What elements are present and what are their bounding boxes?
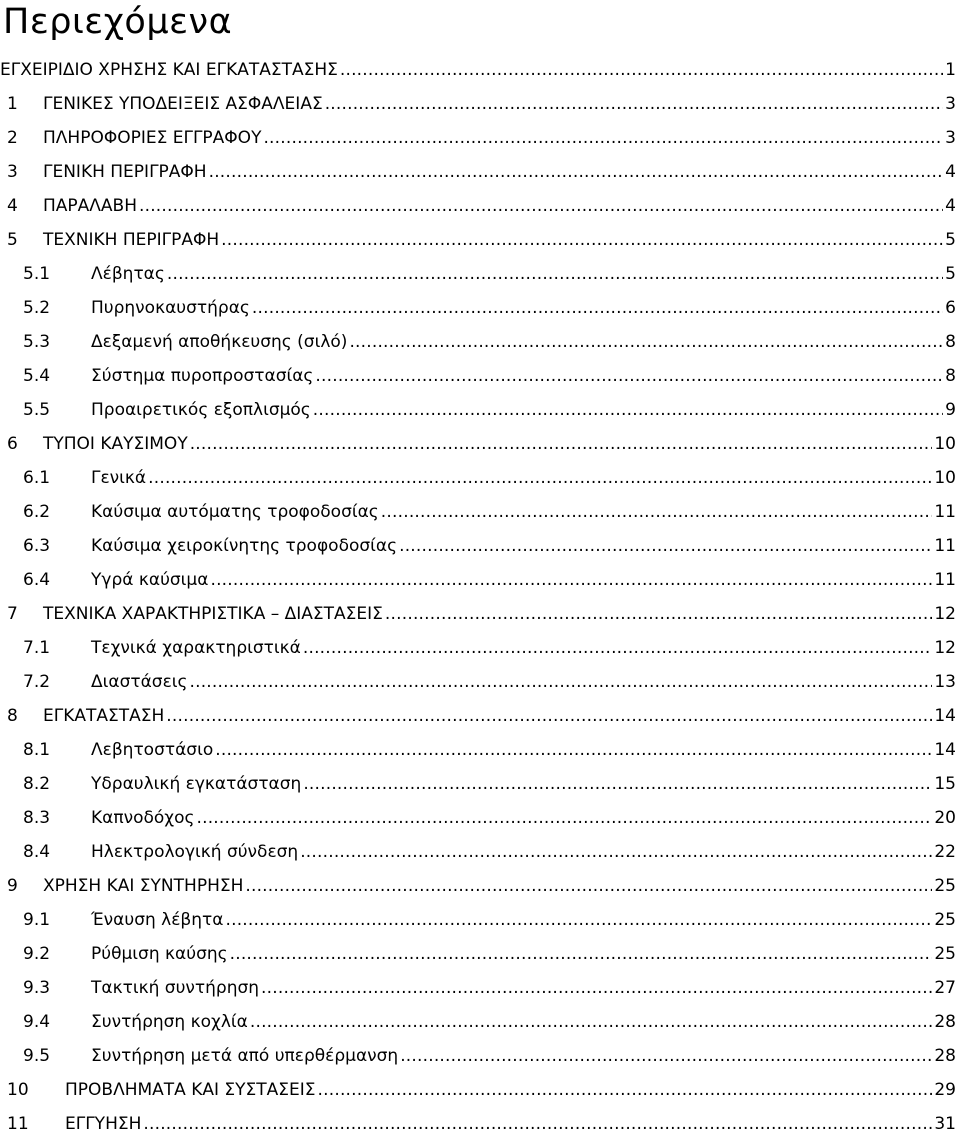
toc-entry[interactable] [0, 631, 960, 665]
toc-entry[interactable] [0, 529, 960, 563]
toc-entry-page-number: 14 [934, 706, 956, 726]
toc-entry-label: ΕΓΧΕΙΡΙΔΙΟ ΧΡΗΣΗΣ ΚΑΙ ΕΓΚΑΤΑΣΤΑΣΗΣ [0, 60, 338, 80]
toc-entry-label: Συντήρηση κοχλία [91, 1012, 248, 1032]
dot-leader [325, 94, 943, 114]
dot-leader [400, 1046, 932, 1066]
toc-entry-number: 7 [7, 604, 18, 624]
toc-entry-label: ΤΕΧΝΙΚΑ ΧΑΡΑΚΤΗΡΙΣΤΙΚΑ – ΔΙΑΣΤΑΣΕΙΣ [43, 604, 383, 624]
toc-entry-label: ΤΕΧΝΙΚΗ ΠΕΡΙΓΡΑΦΗ [43, 230, 220, 250]
toc-entry[interactable] [0, 155, 960, 189]
dot-leader [313, 400, 943, 420]
toc-entry[interactable] [0, 325, 960, 359]
toc-entry[interactable] [0, 1073, 960, 1107]
toc-entry-number: 9.2 [23, 944, 51, 964]
toc-entry-number: 5.3 [23, 332, 51, 352]
toc-entry-label: Καύσιμα αυτόματης τροφοδοσίας [91, 502, 379, 522]
toc-entry-number: 1 [7, 94, 18, 114]
toc-entry-number: 8.2 [23, 774, 51, 794]
toc-entry-page-number: 11 [934, 502, 956, 522]
page-title: Περιεχόμενα [3, 2, 233, 42]
dot-leader [252, 298, 943, 318]
toc-entry-label: Καπνοδόχος [91, 808, 195, 828]
toc-entry-page-number: 10 [934, 434, 956, 454]
toc-entry-page-number: 28 [934, 1012, 956, 1032]
toc-entry[interactable] [0, 835, 960, 869]
dot-leader [318, 1080, 933, 1100]
toc-entry-label: ΤΥΠΟΙ ΚΑΥΣΙΜΟΥ [43, 434, 188, 454]
toc-entry-label: Ρύθμιση καύσης [91, 944, 228, 964]
toc-entry-page-number: 25 [934, 944, 956, 964]
toc-entry-number: 7.1 [23, 638, 51, 658]
dot-leader [303, 638, 933, 658]
toc-entry-number: 9.1 [23, 910, 51, 930]
toc-entry-page-number: 3 [945, 94, 956, 114]
dot-leader [340, 60, 943, 80]
toc-entry-label: Έναυση λέβητα [91, 910, 224, 930]
toc-entry-number: 5 [7, 230, 18, 250]
toc-entry-label: ΓΕΝΙΚΕΣ ΥΠΟΔΕΙΞΕΙΣ ΑΣΦΑΛΕΙΑΣ [43, 94, 323, 114]
toc-entry-label: Λεβητοστάσιο [91, 740, 214, 760]
toc-entry-page-number: 8 [945, 332, 956, 352]
toc-entry-page-number: 12 [934, 638, 956, 658]
toc-entry-page-number: 29 [934, 1080, 956, 1100]
dot-leader [209, 162, 944, 182]
dot-leader [210, 570, 932, 590]
toc-entry-page-number: 4 [945, 196, 956, 216]
toc-entry-number: 6.3 [23, 536, 51, 556]
toc-entry[interactable] [0, 903, 960, 937]
dot-leader [190, 434, 933, 454]
toc-entry[interactable] [0, 733, 960, 767]
toc-entry[interactable] [0, 937, 960, 971]
dot-leader [349, 332, 943, 352]
table-of-contents [0, 53, 960, 1141]
toc-entry-number: 8.1 [23, 740, 51, 760]
dot-leader [261, 978, 932, 998]
toc-entry-page-number: 28 [934, 1046, 956, 1066]
toc-entry[interactable] [0, 869, 960, 903]
toc-entry[interactable] [0, 121, 960, 155]
toc-entry-number: 6.4 [23, 570, 51, 590]
toc-entry-number: 6.2 [23, 502, 51, 522]
toc-entry-page-number: 4 [945, 162, 956, 182]
toc-entry[interactable] [0, 461, 960, 495]
toc-entry-number: 5.2 [23, 298, 51, 318]
toc-entry-number: 5.1 [23, 264, 51, 284]
dot-leader [221, 230, 943, 250]
toc-entry-label: Τακτική συντήρηση [91, 978, 260, 998]
toc-entry-number: 10 [7, 1080, 29, 1100]
toc-entry[interactable] [0, 87, 960, 121]
toc-entry-number: 8.3 [23, 808, 51, 828]
toc-entry-label: Υγρά καύσιμα [91, 570, 209, 590]
toc-entry-page-number: 20 [934, 808, 956, 828]
toc-entry-label: ΓΕΝΙΚΗ ΠΕΡΙΓΡΑΦΗ [43, 162, 207, 182]
toc-entry[interactable] [0, 1107, 960, 1141]
dot-leader [166, 706, 932, 726]
toc-entry[interactable] [0, 257, 960, 291]
toc-entry-number: 6 [7, 434, 18, 454]
toc-entry-page-number: 27 [934, 978, 956, 998]
dot-leader [230, 944, 933, 964]
toc-entry-page-number: 10 [934, 468, 956, 488]
toc-entry-page-number: 9 [945, 400, 956, 420]
toc-entry-number: 9.4 [23, 1012, 51, 1032]
toc-entry-label: ΠΛΗΡΟΦΟΡΙΕΣ ΕΓΓΡΑΦΟΥ [43, 128, 262, 148]
toc-entry-label: Σύστημα πυροπροστασίας [91, 366, 314, 386]
dot-leader [303, 774, 932, 794]
dot-leader [226, 910, 933, 930]
toc-entry-page-number: 31 [934, 1114, 956, 1134]
toc-entry-page-number: 13 [934, 672, 956, 692]
dot-leader [385, 604, 932, 624]
toc-entry-page-number: 12 [934, 604, 956, 624]
dot-leader [300, 842, 932, 862]
dot-leader [143, 1114, 932, 1134]
toc-entry-number: 8.4 [23, 842, 51, 862]
dot-leader [399, 536, 932, 556]
toc-entry-page-number: 22 [934, 842, 956, 862]
toc-entry-number: 5.5 [23, 400, 51, 420]
toc-entry-number: 9.5 [23, 1046, 51, 1066]
dot-leader [250, 1012, 932, 1032]
toc-entry-label: Συντήρηση μετά από υπερθέρμανση [91, 1046, 399, 1066]
toc-entry-number: 3 [7, 162, 18, 182]
toc-entry[interactable] [0, 1005, 960, 1039]
toc-entry-label: Δεξαμενή αποθήκευσης (σιλό) [91, 332, 348, 352]
toc-entry[interactable] [0, 189, 960, 223]
toc-entry-label: Διαστάσεις [91, 672, 188, 692]
toc-entry-number: 2 [7, 128, 18, 148]
toc-entry-number: 9 [7, 876, 18, 896]
dot-leader [315, 366, 943, 386]
toc-entry-label: Πυρηνοκαυστήρας [91, 298, 250, 318]
toc-entry-number: 11 [7, 1114, 29, 1134]
toc-entry-page-number: 1 [945, 60, 956, 80]
toc-entry-page-number: 25 [934, 910, 956, 930]
toc-entry-page-number: 25 [934, 876, 956, 896]
toc-entry[interactable] [0, 971, 960, 1005]
toc-entry[interactable] [0, 53, 960, 87]
toc-entry[interactable] [0, 359, 960, 393]
toc-entry-label: ΧΡΗΣΗ ΚΑΙ ΣΥΝΤΗΡΗΣΗ [43, 876, 244, 896]
toc-entry-number: 7.2 [23, 672, 51, 692]
toc-entry[interactable] [0, 393, 960, 427]
dot-leader [167, 264, 943, 284]
toc-entry[interactable] [0, 563, 960, 597]
dot-leader [215, 740, 932, 760]
toc-entry-page-number: 11 [934, 536, 956, 556]
toc-entry[interactable] [0, 767, 960, 801]
toc-entry-page-number: 3 [945, 128, 956, 148]
toc-entry-number: 9.3 [23, 978, 51, 998]
toc-entry-label: ΕΓΚΑΤΑΣΤΑΣΗ [43, 706, 165, 726]
toc-entry-page-number: 14 [934, 740, 956, 760]
toc-entry[interactable] [0, 223, 960, 257]
toc-entry-label: Προαιρετικός εξοπλισμός [91, 400, 311, 420]
dot-leader [263, 128, 943, 148]
toc-entry[interactable] [0, 801, 960, 835]
toc-entry-label: ΕΓΓΥΗΣΗ [65, 1114, 142, 1134]
toc-entry-label: Τεχνικά χαρακτηριστικά [91, 638, 301, 658]
toc-entry-label: Λέβητας [91, 264, 165, 284]
toc-entry-label: ΠΡΟΒΛΗΜΑΤΑ ΚΑΙ ΣΥΣΤΑΣΕΙΣ [65, 1080, 316, 1100]
toc-entry-page-number: 5 [945, 264, 956, 284]
toc-entry-number: 4 [7, 196, 18, 216]
toc-entry[interactable] [0, 291, 960, 325]
toc-entry-label: Καύσιμα χειροκίνητης τροφοδοσίας [91, 536, 398, 556]
toc-entry[interactable] [0, 427, 960, 461]
toc-entry[interactable] [0, 699, 960, 733]
toc-entry[interactable] [0, 495, 960, 529]
toc-entry-label: Ηλεκτρολογική σύνδεση [91, 842, 299, 862]
toc-entry-label: Γενικά [91, 468, 147, 488]
dot-leader [148, 468, 932, 488]
toc-entry-label: ΠΑΡΑΛΑΒΗ [43, 196, 137, 216]
dot-leader [197, 808, 933, 828]
toc-entry-page-number: 8 [945, 366, 956, 386]
toc-entry-page-number: 6 [945, 298, 956, 318]
dot-leader [381, 502, 933, 522]
toc-entry-page-number: 11 [934, 570, 956, 590]
toc-entry-label: Υδραυλική εγκατάσταση [91, 774, 302, 794]
toc-entry-number: 6.1 [23, 468, 51, 488]
toc-entry-number: 5.4 [23, 366, 51, 386]
toc-entry[interactable] [0, 1039, 960, 1073]
toc-entry-number: 8 [7, 706, 18, 726]
dot-leader [190, 672, 933, 692]
dot-leader [245, 876, 932, 896]
dot-leader [139, 196, 943, 216]
toc-entry[interactable] [0, 597, 960, 631]
toc-entry-page-number: 5 [945, 230, 956, 250]
toc-entry[interactable] [0, 665, 960, 699]
toc-entry-page-number: 15 [934, 774, 956, 794]
